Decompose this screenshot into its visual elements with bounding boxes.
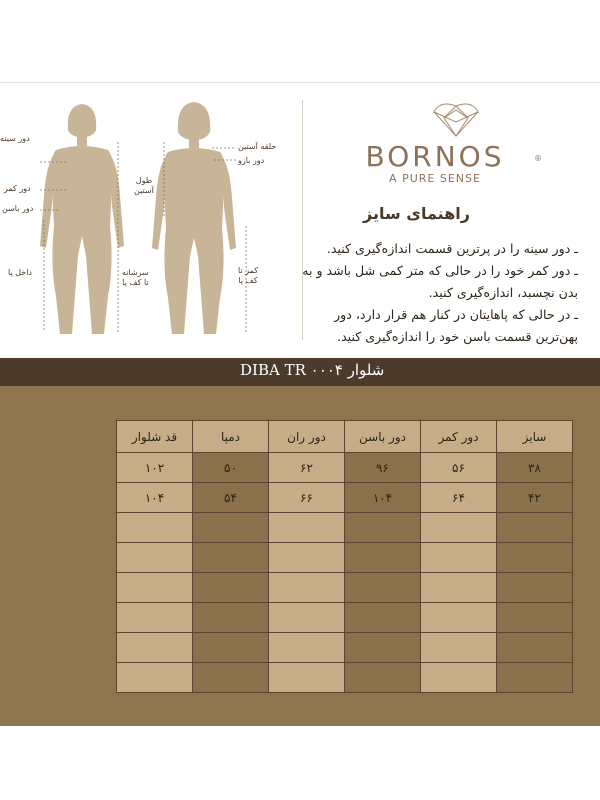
table-header-row: [117, 421, 573, 453]
table-cell: [193, 513, 269, 543]
table-cell: [497, 633, 573, 663]
table-cell: [193, 573, 269, 603]
table-cell: [117, 633, 193, 663]
table-cell: [269, 633, 345, 663]
table-cell: ۵۶: [421, 453, 497, 483]
label-inseam: داخل پا: [8, 268, 32, 277]
label-waist-to-floor: کمر تا کف پا: [238, 266, 259, 285]
brand-block: [330, 98, 590, 188]
table-row: [117, 663, 573, 693]
table-row: [117, 603, 573, 633]
table-cell: [421, 573, 497, 603]
table-cell: [269, 513, 345, 543]
size-guide-text: [288, 238, 578, 348]
back-figure: [152, 102, 236, 334]
header-hem: دمپا: [193, 421, 269, 453]
table-cell: ۶۴: [421, 483, 497, 513]
table-cell: [193, 603, 269, 633]
table-cell: [345, 573, 421, 603]
brand-tagline: A PURE SENSE: [389, 172, 481, 185]
table-cell: [345, 543, 421, 573]
table-cell: [269, 603, 345, 633]
brand-logo-icon: [430, 98, 482, 138]
table-row: [117, 453, 573, 483]
label-armhole: حلقه آستین: [238, 142, 277, 151]
label-shoulder-to-hem: سرشانه تا کف پا: [122, 268, 149, 287]
table-cell: [269, 573, 345, 603]
table-cell: [345, 663, 421, 693]
table-cell: [497, 513, 573, 543]
table-cell: [117, 603, 193, 633]
table-cell: [193, 663, 269, 693]
table-row: [117, 513, 573, 543]
table-cell: ۵۰: [193, 453, 269, 483]
table-cell: [193, 543, 269, 573]
label-waist: دور کمر: [4, 184, 31, 193]
table-cell: [421, 513, 497, 543]
product-title: شلوار DIBA TR ۰۰۰۴: [240, 361, 385, 379]
table-cell: [193, 633, 269, 663]
product-title-band: [0, 358, 600, 386]
header-length: قد شلوار: [117, 421, 193, 453]
label-hips: دور باسن: [2, 204, 34, 213]
label-chest: دور سینه: [0, 134, 30, 143]
table-cell: [345, 633, 421, 663]
label-bicep: دور بازو: [238, 156, 265, 165]
table-cell: [269, 543, 345, 573]
table-cell: ۵۴: [193, 483, 269, 513]
guide-line: ـ در حالی که پاهایتان در کنار هم قرار دارد، دور پهن‌ترین قسمت باسن خود را اندازه‌گیری کنید.: [334, 307, 578, 344]
brand-name: BORNOS: [365, 140, 505, 173]
table-cell: ۴۲: [497, 483, 573, 513]
table-cell: [421, 633, 497, 663]
table-row: [117, 483, 573, 513]
table-cell: [117, 513, 193, 543]
table-cell: ۳۸: [497, 453, 573, 483]
header-waist: دور کمر: [421, 421, 497, 453]
table-cell: ۱۰۲: [117, 453, 193, 483]
body-silhouettes: [0, 96, 300, 346]
table-cell: [117, 573, 193, 603]
table-cell: [345, 603, 421, 633]
table-cell: [421, 543, 497, 573]
measurement-figures: [0, 96, 300, 346]
table-cell: [497, 663, 573, 693]
table-cell: [497, 543, 573, 573]
table-cell: [269, 663, 345, 693]
header-size: سایز: [497, 421, 573, 453]
front-figure: [40, 104, 124, 334]
table-row: [117, 633, 573, 663]
registered-mark: ®: [534, 154, 542, 163]
guide-line: ـ دور کمر خود را در حالی که متر کمی شل باشد و به بدن نچسبد، اندازه‌گیری کنید.: [302, 263, 578, 300]
table-cell: [497, 603, 573, 633]
header-hips: دور باسن: [345, 421, 421, 453]
table-row: [117, 573, 573, 603]
table-cell: ۹۶: [345, 453, 421, 483]
label-sleeve-length: طول آستین: [134, 176, 154, 195]
table-cell: [497, 573, 573, 603]
table-cell: ۶۶: [269, 483, 345, 513]
table-cell: [117, 543, 193, 573]
table-row: [117, 543, 573, 573]
table-cell: ۱۰۴: [345, 483, 421, 513]
table-cell: [421, 603, 497, 633]
table-cell: ۶۲: [269, 453, 345, 483]
guide-line: ـ دور سینه را در پرترین قسمت اندازه‌گیری کنید.: [326, 241, 578, 256]
header-thigh: دور ران: [269, 421, 345, 453]
table-cell: [117, 663, 193, 693]
table-cell: [421, 663, 497, 693]
table-cell: [345, 513, 421, 543]
size-table: [116, 420, 573, 693]
size-guide-title: راهنمای سایز: [363, 204, 470, 223]
top-rule: [0, 82, 600, 83]
table-cell: ۱۰۴: [117, 483, 193, 513]
